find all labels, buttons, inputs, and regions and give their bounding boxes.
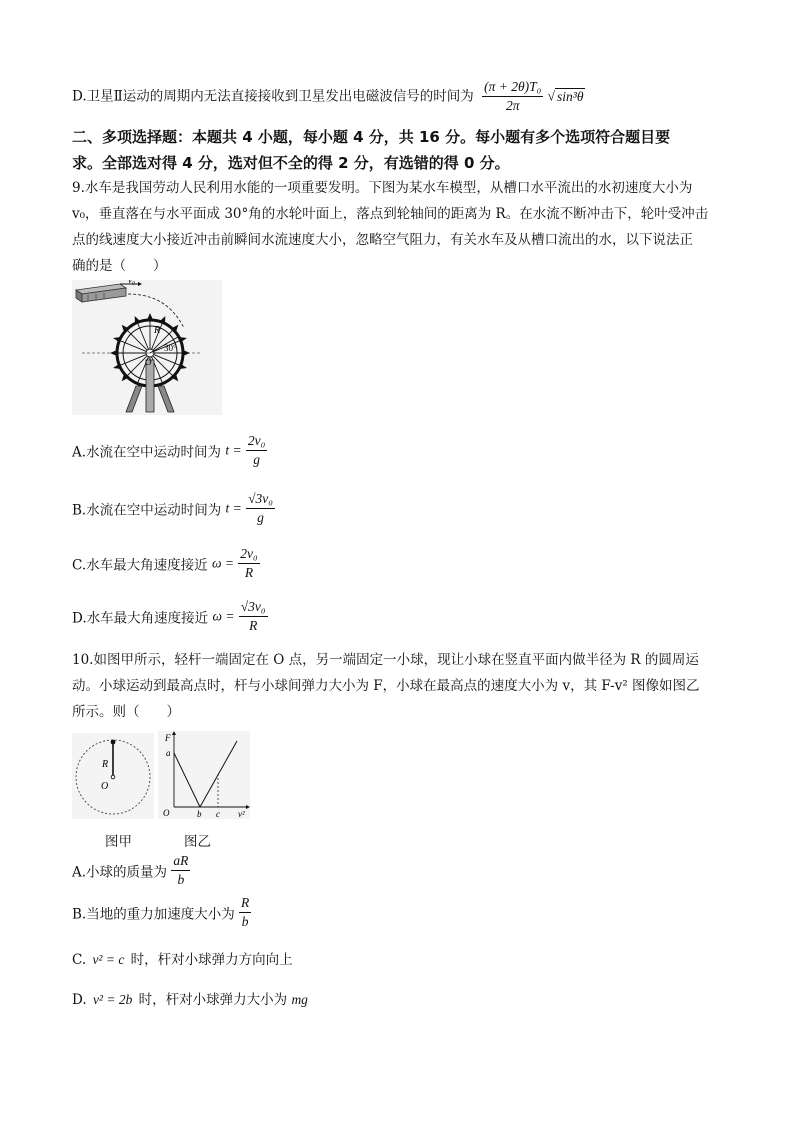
q9-option-c-denominator: R <box>244 565 254 580</box>
q9-stem-line-3: 点的线速度大小接近冲击前瞬间水流速度大小，忽略空气阻力，有关水车及从槽口流出的水，以下说法正 <box>72 232 693 248</box>
q10-fig-b-b-label: b <box>197 809 202 819</box>
q8-fraction-numerator: (π + 2θ)T₀ <box>482 78 543 97</box>
q10-option-d <box>72 990 308 1010</box>
q10-option-a-denominator: b <box>177 872 185 887</box>
q10-option-a-fraction <box>171 852 190 889</box>
q8-option-d-fraction <box>482 78 543 115</box>
q9-stem-line-4: 确的是（ ） <box>72 258 167 274</box>
q9-option-a-numerator: 2v₀ <box>246 432 267 451</box>
q10-option-a-text: A.小球的质量为 <box>72 864 168 881</box>
q10-figure-b <box>158 731 250 819</box>
q9-option-b-denominator: g <box>257 510 264 525</box>
q9-option-a <box>72 432 267 469</box>
q10-caption-a: 图甲 <box>105 834 132 850</box>
q10-option-c-prefix: C. <box>72 952 87 968</box>
q9-option-d-denominator: R <box>249 618 258 633</box>
q10-fig-a-r-label: R <box>102 759 109 770</box>
q9-option-c-lhs: ω = <box>211 555 234 571</box>
section-heading-line-2: 求。全部选对得 4 分，选对但不全的得 2 分，有选错的得 0 分。 <box>72 154 510 172</box>
q10-option-b <box>72 894 251 931</box>
q10-option-c-math: v² = c <box>92 952 125 967</box>
q9-option-a-text: A.水流在空中运动时间为 <box>72 444 222 461</box>
q9-option-c-fraction <box>238 545 259 582</box>
q10-fig-b-a-label: a <box>166 748 171 758</box>
q10-fig-b-v2-label: v² <box>238 809 245 819</box>
q8-fraction-denominator: 2π <box>505 98 520 113</box>
q9-option-b-text: B.水流在空中运动时间为 <box>72 502 222 519</box>
q9-stem-line-1: 9.水车是我国劳动人民利用水能的一项重要发明。下图为某水车模型，从槽口水平流出的水初速度大小为 <box>72 180 693 196</box>
q9-option-b <box>72 490 275 527</box>
q10-fig-b-f-label: F <box>165 733 171 743</box>
q10-option-a-numerator: aR <box>171 852 190 871</box>
q10-stem-line-3: 所示。则（ ） <box>72 704 180 720</box>
q9-option-d-lhs: ω = <box>212 608 235 624</box>
q9-option-c-numerator: 2v₀ <box>238 545 259 564</box>
q10-stem <box>72 647 722 725</box>
q10-fig-a-o-label: O <box>101 781 109 792</box>
q10-stem-line-2: 动。小球运动到最高点时，杆与小球间弹力大小为 F，小球在最高点的速度大小为 v，其 F-v² 图像如图乙 <box>72 678 700 694</box>
q9-option-d <box>72 598 268 635</box>
q8-option-d <box>72 70 585 122</box>
q9-option-d-numerator: √3v₀ <box>239 598 268 617</box>
q9-option-d-text: D.水车最大角速度接近 <box>72 610 209 627</box>
q10-stem-line-1: 10.如图甲所示，轻杆一端固定在 O 点，另一端固定一小球，现让小球在竖直平面内做半径为 R 的圆周运 <box>72 652 699 668</box>
q9-o-label: O <box>145 357 152 367</box>
q9-stem-line-2: v₀，垂直落在与水平面成 30°角的水轮叶面上，落点到轮轴间的距离为 R。在水流不断冲击下，轮叶受冲击 <box>72 206 709 222</box>
q9-option-a-denominator: g <box>253 452 260 467</box>
q10-caption-b: 图乙 <box>184 834 211 850</box>
q9-option-b-fraction <box>246 490 275 527</box>
q10-option-b-numerator: R <box>239 894 251 913</box>
q9-option-a-fraction <box>246 432 267 469</box>
q10-option-d-prefix: D. <box>72 992 87 1008</box>
section-heading <box>72 124 722 176</box>
q8-option-d-text: D.卫星Ⅱ运动的周期内无法直接接收到卫星发出电磁波信号的时间为 <box>72 88 474 105</box>
q10-option-d-text: 时，杆对小球弹力大小为 <box>138 992 288 1008</box>
q9-v0-label: v₀ <box>128 280 136 285</box>
q10-option-c <box>72 950 293 970</box>
q8-sqrt: √ sin³θ <box>547 88 584 104</box>
section-heading-line-1: 二、多项选择题：本题共 4 小题，每小题 4 分，共 16 分。每小题有多个选项符合题目要 <box>72 128 671 146</box>
q9-stem <box>72 175 722 279</box>
q10-option-a <box>72 852 190 889</box>
q10-option-c-text: 时，杆对小球弹力方向向上 <box>130 952 293 968</box>
q10-option-d-math: v² = 2b <box>92 992 133 1007</box>
q10-option-b-fraction <box>239 894 251 931</box>
q10-figure-a <box>72 733 154 819</box>
q10-fig-b-o-label: O <box>163 808 170 818</box>
q10-option-d-tail: mg <box>291 992 308 1007</box>
q9-waterwheel-figure <box>72 280 222 415</box>
q9-r-label: R <box>154 325 161 336</box>
q9-option-c-text: C.水车最大角速度接近 <box>72 557 208 574</box>
q10-fig-b-c-label: c <box>216 809 220 819</box>
q9-option-c <box>72 545 260 582</box>
q8-sqrt-radicand: sin³θ <box>557 88 584 104</box>
q10-option-b-denominator: b <box>241 914 249 929</box>
q9-angle-label: 30° <box>164 343 177 353</box>
q9-option-b-numerator: √3v₀ <box>246 490 275 509</box>
q9-option-b-lhs: t = <box>225 500 242 516</box>
q10-option-b-text: B.当地的重力加速度大小为 <box>72 906 235 923</box>
q9-option-a-lhs: t = <box>225 442 242 458</box>
q9-option-d-fraction <box>239 598 268 635</box>
